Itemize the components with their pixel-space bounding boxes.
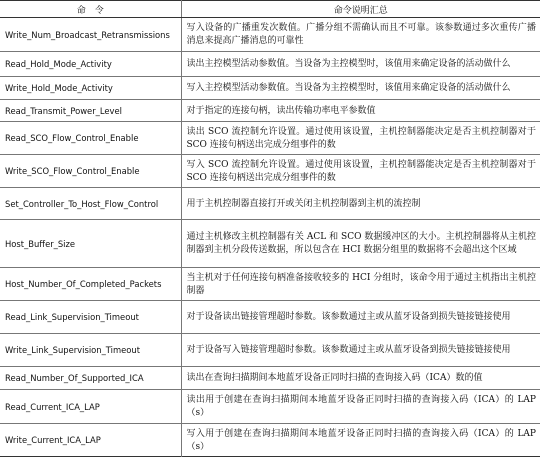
command-cell: Write_Current_ICA_LAP [0,424,181,457]
table-row [0,52,540,77]
command-cell: Read_Number_Of_Supported_ICA [0,367,181,390]
command-cell: Read_Transmit_Power_Level [0,100,181,122]
table-row [0,18,540,52]
table-row [0,188,540,220]
description-cell: 当主机对于任何连接句柄准备接收较多的 HCI 分组时，该命令用于通过主机指出主机控制器 [181,268,540,301]
command-cell: Host_Number_Of_Completed_Packets [0,268,181,301]
command-cell: Read_Link_Supervision_Timeout [0,301,181,334]
description-cell: 对于设备读出链接管理超时参数。该参数通过主或从蓝牙设备到损失链接链接使用 [181,301,540,334]
command-cell: Read_Hold_Mode_Activity [0,52,181,77]
table-row [0,122,540,155]
description-cell: 读出用于创建在查询扫描期间本地蓝牙设备正同时扫描的查询接入码（ICA）的 LAP（s） [181,390,540,424]
description-cell: 通过主机修改主机控制器有关 ACL 和 SCO 数据缓冲区的大小。主机控制器将从主机控制器到主机分段传送数据，所以包含在 HCI 数据分组里的数据将不会超出这个区域 [181,220,540,268]
command-cell: Set_Controller_To_Host_Flow_Control [0,188,181,220]
command-cell: Read_Current_ICA_LAP [0,390,181,424]
description-cell: 对于指定的连接句柄，读出传输功率电平参数值 [181,100,540,122]
description-cell: 读出 SCO 流控制允许设置。通过使用该设置，主机控制器能决定是否主机控制器对于 SCO 连接句柄送出完成分组事件的数 [181,122,540,155]
description-cell: 写入设备的广播重发次数值。广播分组不需确认而且不可靠。该参数通过多次重传广播消息来提高广播消息的可靠性 [181,18,540,52]
command-cell: Write_Num_Broadcast_Retransmissions [0,18,181,52]
header-description: 命令说明汇总 [181,1,540,18]
description-cell: 写入用于创建在查询扫描期间本地蓝牙设备正同时扫描的查询接入码（ICA）的 LAP（s） [186,428,536,452]
table-row [0,301,540,334]
command-cell: Write_Link_Supervision_Timeout [0,334,181,367]
command-cell: Host_Buffer_Size [0,220,181,268]
description-cell: 写入 SCO 流控制允许设置。通过使用该设置，主机控制器能决定是否主机控制器对于 SCO 连接句柄送出完成分组事件的数 [181,155,540,188]
header-command: 命 令 [0,1,181,18]
description-cell: 写入主控模型活动参数值。当设备为主控模型时，该值用来确定设备的活动做什么 [181,77,540,100]
description-cell: 读出在查询扫描期间本地蓝牙设备正同时扫描的查询接入码（ICA）数的值 [181,367,540,390]
table-row [0,268,540,301]
table-row [0,334,540,367]
table-row [0,155,540,188]
table-header-row [0,1,540,18]
table-row [0,220,540,268]
description-cell: 用于主机控制器直接打开或关闭主机控制器到主机的流控制 [181,188,540,220]
table-row [0,390,540,424]
description-cell: 读出主控模型活动参数值。当设备为主控模型时，该值用来确定设备的活动做什么 [181,52,540,77]
description-cell: 对于设备写入链接管理超时参数。该参数通过主或从蓝牙设备到损失链接链接使用 [181,334,540,367]
table-row [0,100,540,122]
command-cell: Write_Hold_Mode_Activity [0,77,181,100]
command-cell: Write_SCO_Flow_Control_Enable [0,155,181,188]
command-cell: Read_SCO_Flow_Control_Enable [0,122,181,155]
table-row [0,77,540,100]
table-row [0,424,540,457]
table-row [0,367,540,390]
